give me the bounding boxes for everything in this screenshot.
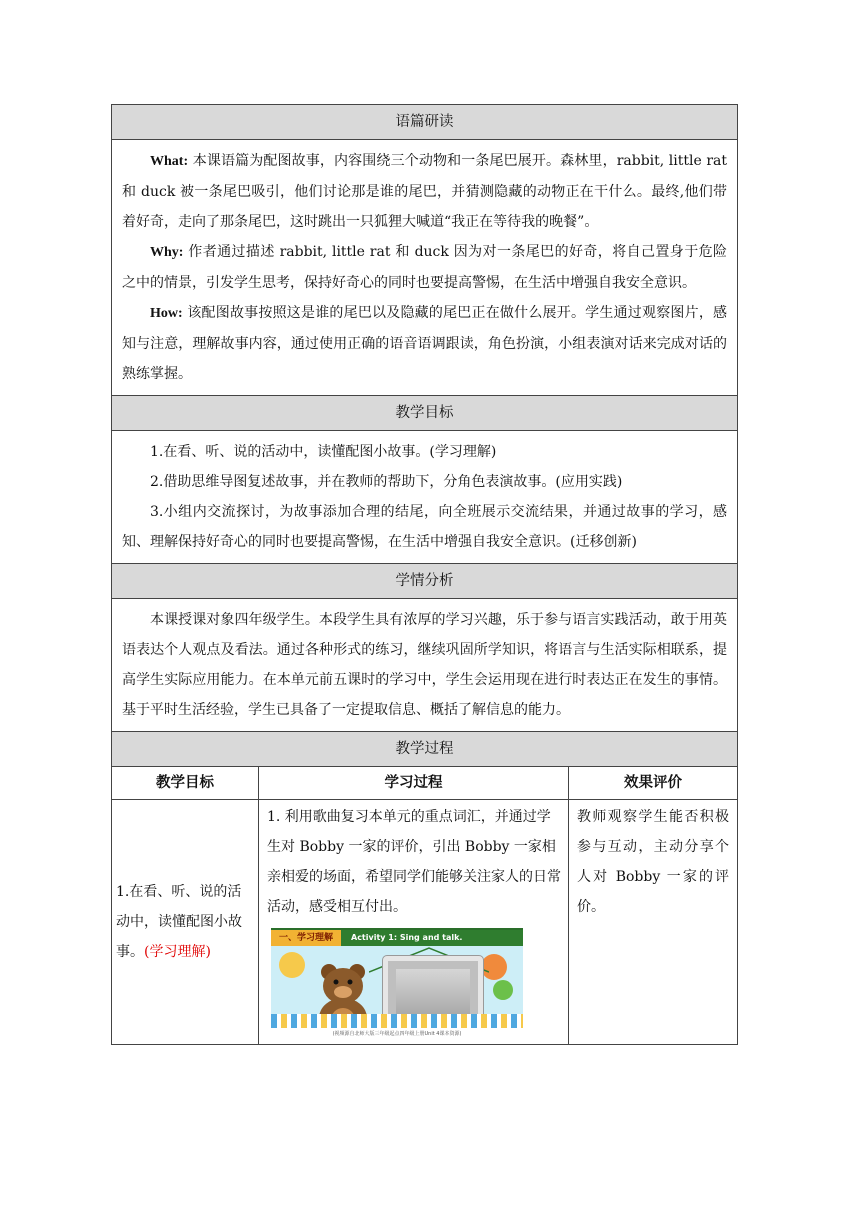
section-header-objectives	[112, 396, 738, 431]
slide-footer: (视频源自北师大版三年级起点四年级上册Unit 4课本资源)	[271, 1028, 523, 1040]
column-header-goal: 教学目标	[112, 767, 259, 800]
evaluation-cell	[569, 800, 738, 1045]
slide-tag: 一、学习理解	[271, 930, 341, 946]
how-paragraph	[122, 298, 727, 389]
objective-item: 1.在看、听、说的活动中，读懂配图小故事。(学习理解)	[150, 444, 497, 460]
section-title: 语篇研读	[395, 114, 454, 130]
process-cell	[259, 800, 569, 1045]
table-row	[112, 800, 738, 1045]
what-text: 本课语篇为配图故事，内容围绕三个动物和一条尾巴展开。森林里，rabbit, little rat 和 duck 被一条尾巴吸引，他们讨论那是谁的尾巴，并猜测隐藏的动物正在干什么。最终,他们带着好奇，走向了那条尾巴，这时跳出一只狐狸大喊道“我正在等待我的晚餐”。	[122, 153, 728, 230]
balloon-icon	[279, 952, 305, 978]
learner-analysis-body	[112, 599, 738, 732]
learner-analysis-text: 本课授课对象四年级学生。本段学生具有浓厚的学习兴趣，乐于参与语言实践活动，敢于用英语表达个人观点及看法。通过各种形式的练习，继续巩固所学知识，将语言与生活实际相联系，提高学生实际应用能力。在本单元前五课时的学习中，学生会运用现在进行时表达正在发生的事情。基于平时生活经验，学生已具备了一定提取信息、概括了解信息的能力。	[122, 612, 728, 718]
section-title: 学情分析	[395, 573, 454, 589]
document-page	[111, 104, 737, 1045]
slide-stripes	[271, 1014, 523, 1028]
lesson-plan-table	[111, 104, 738, 1045]
column-header-process: 学习过程	[259, 767, 569, 800]
section-header-learner-analysis	[112, 564, 738, 599]
process-text: 1. 利用歌曲复习本单元的重点词汇，并通过学生对 Bobby 一家的评价，引出 Bobby 一家相亲相爱的场面，希望同学们能够关注家人的日常活动，感受相互付出。	[267, 809, 561, 915]
section-header-process	[112, 732, 738, 767]
why-paragraph	[122, 237, 727, 298]
objective-item: 2.借助思维导图复述故事，并在教师的帮助下，分角色表演故事。(应用实践)	[150, 474, 623, 490]
activity-slide-image	[271, 928, 523, 1040]
section-header-text-study	[112, 105, 738, 140]
objectives-body	[112, 431, 738, 564]
slide-title: Activity 1: Sing and talk.	[351, 933, 463, 942]
why-text: 作者通过描述 rabbit, little rat 和 duck 因为对一条尾巴的好奇，将自己置身于危险之中的情景，引发学生思考，保持好奇心的同时也要提高警惕，在生活中增强自我安全意识。	[122, 244, 728, 291]
goal-tag: (学习理解)	[144, 944, 211, 960]
goal-text: 1.在看、听、说的活动中，读懂配图小故事。	[116, 884, 242, 960]
column-header-evaluation: 效果评价	[569, 767, 738, 800]
section-title: 教学过程	[395, 741, 454, 757]
why-label: Why:	[150, 245, 184, 260]
what-label: What:	[150, 154, 189, 169]
how-label: How:	[150, 306, 183, 321]
evaluation-text: 教师观察学生能否积极参与互动，主动分享个人对 Bobby 一家的评价。	[577, 809, 730, 915]
goal-cell	[112, 800, 259, 1045]
how-text: 该配图故事按照这是谁的尾巴以及隐藏的尾巴正在做什么展开。学生通过观察图片，感知与注意，理解故事内容，通过使用正确的语音语调跟读，角色扮演，小组表演对话来完成对话的熟练掌握。	[122, 305, 728, 382]
video-screen-inner	[396, 969, 470, 1015]
objective-item: 3.小组内交流探讨，为故事添加合理的结尾，向全班展示交流结果，并通过故事的学习，感知、理解保持好奇心的同时也要提高警惕，在生活中增强自我安全意识。(迁移创新)	[122, 504, 728, 550]
balloon-icon	[493, 980, 513, 1000]
section-title: 教学目标	[395, 405, 454, 421]
text-study-body	[112, 140, 738, 396]
what-paragraph	[122, 146, 727, 237]
